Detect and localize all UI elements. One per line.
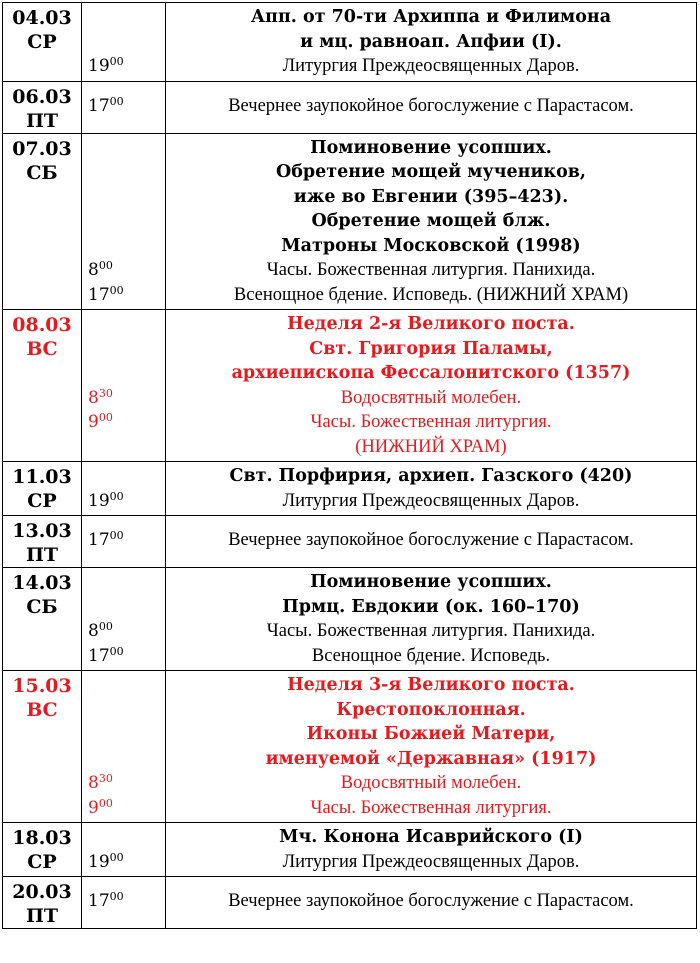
service-text: Литургия Преждеосвященных Даров. — [282, 851, 580, 872]
time-minutes: 00 — [109, 55, 124, 68]
service-text: Литургия Преждеосвященных Даров. — [282, 56, 580, 76]
time-hour: 17 — [88, 284, 110, 305]
service-text: Часы. Божественная литургия. — [310, 412, 552, 432]
weekday: СБ — [26, 596, 58, 618]
service-text: Вечернее заупокойное богослужение с Парастасом. — [228, 530, 634, 550]
time-spacer — [82, 30, 165, 55]
service-text: Вечернее заупокойное богослужение с Парастасом. — [228, 95, 634, 116]
service-time — [82, 619, 165, 644]
schedule-row — [3, 671, 697, 823]
date: 04.03 — [12, 7, 72, 29]
service-time — [82, 644, 165, 669]
service-text: (НИЖНИЙ ХРАМ) — [355, 436, 507, 457]
date: 18.03 — [12, 827, 72, 849]
schedule-row — [3, 3, 697, 82]
feast-title-line: именуемой «Державная» (1917) — [265, 748, 597, 769]
service-time — [82, 283, 165, 308]
feast-title-line: Обретение мощей мучеников, — [276, 162, 586, 182]
service-text: Всенощное бдение. Исповедь. — [311, 645, 551, 666]
time-hour: 17 — [88, 891, 110, 911]
service-time — [82, 386, 165, 411]
time-cell — [82, 568, 166, 671]
time-hour: 9 — [88, 797, 99, 818]
event-cell — [166, 823, 697, 877]
date-cell — [3, 462, 82, 516]
time-hour: 19 — [88, 56, 110, 76]
time-hour: 9 — [88, 412, 99, 432]
event-cell — [166, 568, 697, 671]
service-time — [82, 410, 165, 435]
service-time — [82, 54, 165, 79]
time-minutes: 30 — [98, 772, 113, 785]
schedule-row — [3, 81, 697, 133]
time-spacer — [82, 185, 165, 210]
service-text: Всенощное бдение. Исповедь. (НИЖНИЙ ХРАМ) — [233, 284, 629, 305]
time-spacer — [82, 698, 165, 723]
schedule-table — [2, 2, 697, 929]
schedule-row — [3, 823, 697, 877]
service-time — [82, 94, 165, 119]
time-hour: 8 — [88, 773, 99, 793]
date: 06.03 — [12, 85, 72, 108]
service-time — [82, 889, 165, 914]
time-minutes: 00 — [109, 283, 124, 297]
time-spacer — [82, 747, 165, 772]
time-spacer — [82, 5, 165, 30]
service-time — [82, 771, 165, 796]
date: 15.03 — [12, 675, 72, 697]
time-minutes: 00 — [109, 94, 124, 108]
date: 13.03 — [12, 520, 72, 542]
schedule-row — [3, 133, 697, 310]
service-text: Часы. Божественная литургия. Панихида. — [266, 621, 596, 641]
date-cell — [3, 671, 82, 823]
time-cell — [82, 877, 166, 929]
time-minutes: 00 — [109, 529, 124, 542]
time-minutes: 00 — [109, 489, 124, 503]
service-text: Часы. Божественная литургия. Панихида. — [266, 260, 596, 280]
time-spacer — [82, 209, 165, 234]
date: 08.03 — [12, 314, 72, 336]
feast-title-line: Обретение мощей блж. — [311, 211, 551, 231]
time-spacer — [82, 722, 165, 747]
feast-title-line: архиепископа Фессалонитского (1357) — [231, 363, 631, 383]
event-cell — [166, 877, 697, 929]
time-spacer — [82, 160, 165, 185]
service-time — [82, 435, 165, 460]
feast-title-line: Поминовение усопших. — [310, 137, 552, 158]
event-cell — [166, 133, 697, 310]
date-cell — [3, 568, 82, 671]
time-spacer — [82, 464, 165, 489]
date-cell — [3, 823, 82, 877]
time-hour: 8 — [88, 387, 99, 408]
service-time — [82, 796, 165, 821]
service-text: Водосвятный молебен. — [340, 387, 522, 408]
time-hour: 17 — [88, 645, 110, 666]
weekday: ПТ — [25, 109, 59, 132]
time-spacer — [82, 570, 165, 595]
time-minutes: 30 — [98, 386, 113, 400]
date-cell — [3, 310, 82, 462]
time-hour: 17 — [88, 95, 110, 116]
date: 07.03 — [12, 137, 72, 160]
time-cell — [82, 81, 166, 133]
time-spacer — [82, 361, 165, 386]
date-cell — [3, 516, 82, 568]
weekday: ВС — [26, 699, 58, 721]
feast-title-line: Свт. Порфирия, архиеп. Газского (420) — [229, 466, 633, 486]
event-cell — [166, 81, 697, 133]
time-minutes: 00 — [98, 259, 113, 272]
time-minutes: 00 — [98, 796, 113, 810]
feast-title-line: Свт. Григория Паламы, — [309, 338, 553, 359]
time-cell — [82, 823, 166, 877]
time-cell — [82, 3, 166, 82]
date: 11.03 — [12, 466, 72, 488]
time-cell — [82, 516, 166, 568]
time-hour: 8 — [88, 260, 99, 280]
event-cell — [166, 671, 697, 823]
service-time — [82, 850, 165, 875]
feast-title-line: Поминовение усопших. — [310, 572, 552, 592]
time-minutes: 00 — [109, 890, 124, 903]
event-cell — [166, 462, 697, 516]
weekday: ПТ — [25, 905, 59, 927]
schedule-body — [3, 3, 697, 929]
weekday: ВС — [26, 338, 58, 360]
event-cell — [166, 516, 697, 568]
feast-title-line: Апп. от 70-ти Архиппа и Филимона — [250, 7, 612, 27]
time-cell — [82, 671, 166, 823]
feast-title-line: и мц. равноап. Апфии (I). — [300, 31, 562, 52]
feast-title-line: Матроны Московской (1998) — [281, 235, 581, 256]
feast-title-line: иже во Евгении (395–423). — [293, 186, 569, 207]
schedule-row — [3, 877, 697, 929]
time-spacer — [82, 337, 165, 362]
service-text: Водосвятный молебен. — [340, 773, 522, 793]
feast-title-line: Мч. Конона Исаврийского (I) — [279, 827, 583, 847]
time-minutes: 00 — [98, 411, 113, 424]
weekday: ПТ — [25, 544, 59, 566]
time-minutes: 00 — [109, 850, 124, 864]
schedule-row — [3, 516, 697, 568]
service-text: Часы. Божественная литургия. — [310, 797, 552, 818]
time-spacer — [82, 234, 165, 259]
time-hour: 19 — [88, 490, 110, 511]
schedule-row — [3, 568, 697, 671]
time-hour: 19 — [88, 851, 110, 872]
feast-title-line: Иконы Божией Матери, — [306, 724, 556, 744]
date: 14.03 — [12, 572, 72, 594]
date-cell — [3, 81, 82, 133]
date-cell — [3, 133, 82, 310]
time-cell — [82, 462, 166, 516]
event-cell — [166, 310, 697, 462]
time-minutes: 00 — [109, 644, 124, 658]
event-cell — [166, 3, 697, 82]
time-spacer — [82, 673, 165, 698]
schedule-row — [3, 462, 697, 516]
weekday: СБ — [26, 161, 58, 184]
service-text: Вечернее заупокойное богослужение с Парастасом. — [228, 891, 634, 911]
date-cell — [3, 3, 82, 82]
schedule-row — [3, 310, 697, 462]
service-time — [82, 489, 165, 514]
time-spacer — [82, 136, 165, 161]
feast-title-line: Неделя 2-я Великого поста. — [287, 314, 575, 334]
date-cell — [3, 877, 82, 929]
feast-title-line: Неделя 3-я Великого поста. — [287, 675, 575, 695]
time-hour: 17 — [88, 530, 110, 550]
feast-title-line: Прмц. Евдокии (ок. 160–170) — [282, 596, 580, 617]
service-time — [82, 258, 165, 283]
service-text: Литургия Преждеосвященных Даров. — [282, 490, 580, 511]
time-spacer — [82, 595, 165, 620]
time-cell — [82, 133, 166, 310]
weekday: СР — [27, 490, 57, 512]
time-minutes: 00 — [98, 620, 113, 633]
weekday: СР — [27, 851, 57, 873]
time-spacer — [82, 825, 165, 850]
time-spacer — [82, 312, 165, 337]
time-cell — [82, 310, 166, 462]
service-time — [82, 528, 165, 553]
weekday: СР — [27, 31, 57, 53]
feast-title-line: Крестопоклонная. — [336, 699, 526, 720]
time-hour: 8 — [88, 621, 99, 641]
date: 20.03 — [12, 881, 72, 903]
